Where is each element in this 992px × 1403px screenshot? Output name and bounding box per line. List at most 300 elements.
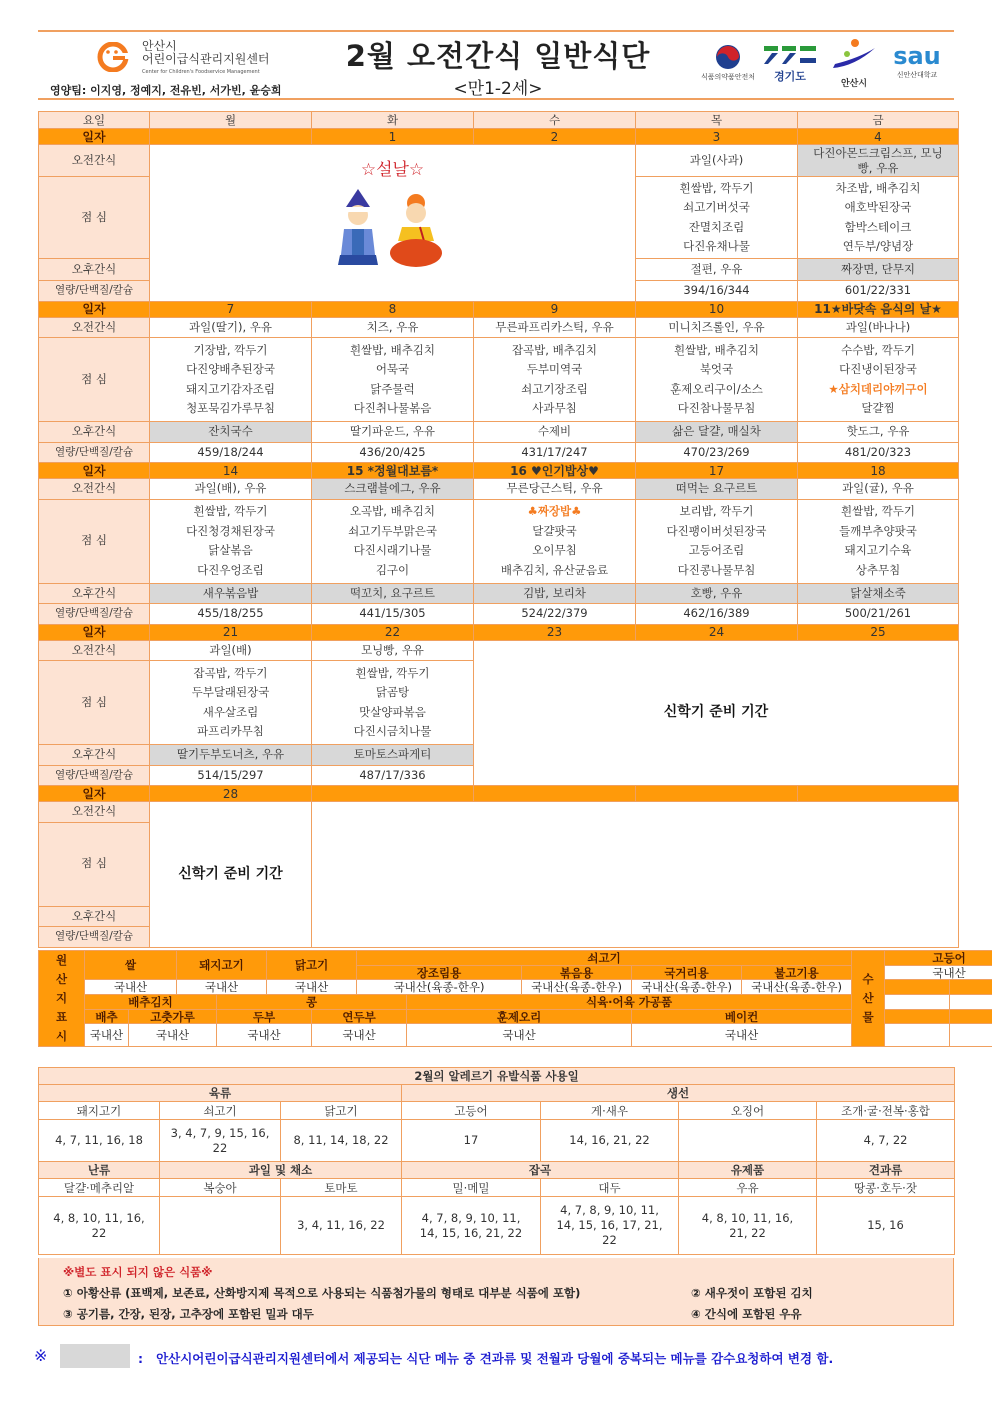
- date-cell: [474, 786, 636, 802]
- center-logo-icon: [96, 42, 130, 72]
- weekday-mon: 월: [150, 112, 312, 129]
- lunch-item: 사과무침: [532, 401, 577, 415]
- allergy-item-days: 14, 16, 21, 22: [541, 1120, 679, 1162]
- lunch-item: 두부미역국: [526, 362, 583, 376]
- origin-processed-item-label: 베이컨: [632, 1009, 852, 1024]
- lunch-item: 달걀찜: [861, 401, 895, 415]
- date-cell: 28: [150, 786, 312, 802]
- allergy-item-days: 17: [402, 1120, 541, 1162]
- row-label-date: 일자: [39, 463, 150, 479]
- nutrition-cell: 481/20/323: [798, 442, 959, 463]
- allergy-group-label: 유제품: [679, 1162, 817, 1179]
- lunch-item: 훈제오리구이/소스: [670, 381, 763, 396]
- lunch-cell: [798, 338, 959, 422]
- logo-label: 식품의약품안전처: [700, 73, 756, 81]
- allergy-item-days: 4, 7, 22: [817, 1120, 955, 1162]
- origin-beef-item-value: 국내산(육종-한우): [522, 980, 632, 995]
- gyeonggi-logo: [760, 44, 820, 84]
- pm-snack-cell: 새우볶음밥: [150, 583, 312, 604]
- pm-snack-row: [39, 583, 959, 604]
- org-name-ko: 어린이급식관리지원센터: [142, 52, 270, 66]
- allergy-item-days: 4, 8, 10, 11, 16, 22: [39, 1197, 160, 1255]
- date-cell: 15 *정월대보름*: [312, 463, 474, 479]
- nutrition-cell: 431/17/247: [474, 442, 636, 463]
- origin-rice-label: 쌀: [85, 951, 177, 980]
- origin-beef-item-value: 국내산(육종-한우): [742, 980, 852, 995]
- nutrition-cell: 470/23/269: [636, 442, 798, 463]
- am-snack-cell: 떠먹는 요구르트: [636, 479, 798, 500]
- prep-period-cell: [474, 640, 959, 786]
- lunch-item: 배추김치, 유산균음료: [500, 562, 609, 577]
- pm-snack-cell: 딸기두부도너츠, 우유: [150, 745, 312, 766]
- lunch-item: 돼지고기감자조림: [186, 381, 275, 396]
- lunch-cell: [798, 499, 959, 583]
- allergy-item-name: 토마토: [281, 1179, 402, 1197]
- lunch-cell: [798, 177, 959, 259]
- allergy-item-name: 대두: [541, 1179, 679, 1197]
- lunch-cell: [312, 661, 474, 745]
- am-snack-cell: 다진아몬드크림스프, 모닝빵, 우유: [798, 145, 959, 177]
- allergy-item-days: 3, 4, 11, 16, 22: [281, 1197, 402, 1255]
- allergy-item-name: 닭고기: [281, 1102, 402, 1120]
- gray-swatch-legend: [60, 1344, 130, 1368]
- lunch-cell: [312, 338, 474, 422]
- lunch-item: 달걀팟국: [532, 523, 577, 538]
- date-cell: 3: [636, 129, 798, 145]
- origin-beef-item-label: 볶음용: [522, 965, 632, 980]
- origin-side-label: 원산지표시: [39, 951, 85, 1047]
- row-label-am-snack: 오전간식: [39, 640, 150, 661]
- lunch-item: 다진취나물볶음: [353, 401, 432, 415]
- date-cell: 25: [798, 624, 959, 640]
- date-cell: 14: [150, 463, 312, 479]
- row-label-lunch: 점 심: [39, 499, 150, 583]
- lunch-item: 다진팽이버섯된장국: [666, 523, 767, 538]
- allergy-group-label: 생선: [402, 1085, 955, 1102]
- weekday-tue: 화: [312, 112, 474, 129]
- ansan-logo: [826, 38, 882, 89]
- am-snack-cell: 과일(바나나): [798, 317, 959, 338]
- am-snack-cell: 스크램블에그, 우유: [312, 479, 474, 500]
- date-cell: 2: [474, 129, 636, 145]
- origin-chicken-label: 닭고기: [267, 951, 357, 980]
- lunch-row: [39, 338, 959, 422]
- date-row: [39, 463, 959, 479]
- date-cell: 10: [636, 301, 798, 317]
- row-label-date: 일자: [39, 129, 150, 145]
- origin-mackerel-value: 국내산: [885, 965, 992, 980]
- am-snack-row: [39, 802, 959, 823]
- origin-beef-item-label: 장조림용: [357, 965, 522, 980]
- lunch-item: 쇠고기장조림: [521, 381, 588, 396]
- origin-empty: [950, 995, 992, 1010]
- row-label-nutrition: 열량/단백질/칼슘: [39, 281, 150, 302]
- origin-rice-value: 국내산: [85, 980, 177, 995]
- pm-snack-cell: 핫도그, 우유: [798, 422, 959, 443]
- lunch-cell: [150, 499, 312, 583]
- lunch-item: 어묵국: [375, 362, 410, 376]
- org-city: 안산시: [142, 39, 177, 53]
- seollal-children-illustration-icon: [328, 185, 458, 270]
- row-label-am-snack: 오전간식: [39, 145, 150, 177]
- lunch-item: 닭살볶음: [208, 543, 253, 557]
- lunch-item: 쇠고기두부맑은국: [348, 523, 437, 538]
- lunch-item: 들깨부추양팟국: [839, 523, 917, 538]
- pm-snack-cell: 딸기파운드, 우유: [312, 422, 474, 443]
- row-label-pm-snack: 오후간식: [39, 259, 150, 281]
- holiday-label: ☆설날☆: [360, 160, 425, 180]
- am-snack-cell: 과일(배): [150, 640, 312, 661]
- lunch-item: 돼지고기수육: [844, 543, 912, 557]
- nutrition-cell: 441/15/305: [312, 604, 474, 625]
- logo-label: 신안산대학교: [896, 71, 938, 79]
- am-snack-cell: 모닝빵, 우유: [312, 640, 474, 661]
- origin-processed-item-label: 훈제오리: [407, 1009, 632, 1024]
- allergy-item-name: 달걀·메추리알: [39, 1179, 160, 1197]
- pm-snack-cell: 호빵, 우유: [636, 583, 798, 604]
- lunch-item: 다진양배추된장국: [186, 362, 275, 376]
- lunch-item: 다진청경채된장국: [186, 523, 275, 538]
- date-cell: 18: [798, 463, 959, 479]
- date-cell: [636, 786, 798, 802]
- lunch-item: 다진시금치나물: [353, 724, 432, 738]
- origin-pork-value: 국내산: [177, 980, 267, 995]
- lunch-item: 다진시래기나물: [353, 543, 432, 557]
- origin-bean-label: 콩: [217, 995, 407, 1010]
- date-cell: 8: [312, 301, 474, 317]
- lunch-item: 닭주물럭: [370, 381, 415, 396]
- footer-separator: :: [138, 1351, 143, 1366]
- lunch-item: 쇠고기버섯국: [683, 200, 750, 214]
- origin-empty: [950, 980, 992, 995]
- weekday-fri: 금: [798, 112, 959, 129]
- ansan-emblem-icon: [829, 38, 879, 74]
- sau-logo: [888, 42, 946, 80]
- allergy-item-days: 4, 7, 11, 16, 18: [39, 1120, 160, 1162]
- origin-beef-item-label: 국거리용: [632, 965, 742, 980]
- am-snack-cell: 무른당근스틱, 우유: [474, 479, 636, 500]
- lunch-item: 북엇국: [699, 362, 734, 376]
- origin-seafood-label: 수산물: [852, 951, 885, 1047]
- allergy-group-label: 잡곡: [402, 1162, 679, 1179]
- allergy-group-label: 육류: [39, 1085, 402, 1102]
- row-label-lunch: 점 심: [39, 661, 150, 745]
- allergy-item-days: 4, 7, 8, 9, 10, 11, 14, 15, 16, 17, 21, 22: [541, 1197, 679, 1255]
- allergy-item-name: 밀·메밀: [402, 1179, 541, 1197]
- lunch-item: 연두부/양념장: [842, 239, 914, 253]
- row-label-dow: 요일: [39, 112, 150, 129]
- date-cell: 4: [798, 129, 959, 145]
- origin-empty: [950, 1024, 992, 1047]
- allergy-item-name: 우유: [679, 1179, 817, 1197]
- row-label-pm-snack: 오후간식: [39, 583, 150, 604]
- date-cell: 23: [474, 624, 636, 640]
- lunch-item: 새우살조림: [202, 704, 259, 719]
- date-cell: 21: [150, 624, 312, 640]
- origin-bean-item-label: 두부: [217, 1009, 312, 1024]
- date-cell: 16 ♥인기밥상♥: [474, 463, 636, 479]
- nutrition-cell: 394/16/344: [636, 281, 798, 302]
- date-row: [39, 129, 959, 145]
- allergy-item-days: 8, 11, 14, 18, 22: [281, 1120, 402, 1162]
- lunch-item: 다진참나물무침: [677, 401, 756, 415]
- prep-period-label: 신학기 준비 기간: [178, 865, 283, 882]
- lunch-item: 기장밥, 깍두기: [193, 342, 268, 357]
- pm-snack-cell: 잔치국수: [150, 422, 312, 443]
- allergy-item-days: [679, 1120, 817, 1162]
- date-cell: 9: [474, 301, 636, 317]
- allergy-group-label: 견과류: [817, 1162, 955, 1179]
- allergy-item-name: 쇠고기: [160, 1102, 281, 1120]
- date-row: [39, 301, 959, 317]
- row-label-date: 일자: [39, 624, 150, 640]
- nutrition-cell: 601/22/331: [798, 281, 959, 302]
- row-label-am-snack: 오전간식: [39, 479, 150, 500]
- pm-snack-cell: 수제비: [474, 422, 636, 443]
- row-label-lunch: 점 심: [39, 822, 150, 906]
- pm-snack-cell: 짜장면, 단무지: [798, 259, 959, 281]
- am-snack-row: [39, 145, 959, 177]
- notes-title: ※별도 표시 되지 않은 식품※: [63, 1265, 213, 1279]
- lunch-item: 닭곰탕: [375, 685, 410, 699]
- note-item: ② 새우젓이 포함된 김치: [691, 1286, 813, 1300]
- menu-table: [38, 111, 959, 948]
- am-snack-cell: 미니치즈롤인, 우유: [636, 317, 798, 338]
- allergy-item-name: 땅콩·호두·잣: [817, 1179, 955, 1197]
- allergy-item-days: [160, 1197, 281, 1255]
- origin-kimchi-label: 배추김치: [85, 995, 217, 1010]
- origin-beef-label: 쇠고기: [357, 951, 852, 966]
- lunch-item: 오이무침: [532, 543, 577, 557]
- date-cell: [150, 129, 312, 145]
- origin-empty: [885, 980, 950, 995]
- lunch-cell: [150, 661, 312, 745]
- lunch-cell: [474, 338, 636, 422]
- mfds-logo: [698, 44, 758, 82]
- pm-snack-cell: 삶은 달걀, 매실차: [636, 422, 798, 443]
- prep-period-cell: [150, 802, 312, 948]
- origin-pork-label: 돼지고기: [177, 951, 267, 980]
- lunch-item: 두부달래된장국: [191, 685, 270, 699]
- origin-mackerel-label: 고등어: [885, 951, 992, 966]
- origin-processed-item-value: 국내산: [632, 1024, 852, 1047]
- am-snack-cell: 과일(사과): [636, 145, 798, 177]
- allergy-item-name: 복숭아: [160, 1179, 281, 1197]
- pm-snack-cell: 떡꼬치, 요구르트: [312, 583, 474, 604]
- date-cell: 17: [636, 463, 798, 479]
- lunch-cell: [636, 338, 798, 422]
- allergy-item-name: 고등어: [402, 1102, 541, 1120]
- row-label-date: 일자: [39, 301, 150, 317]
- nutrition-cell: 514/15/297: [150, 765, 312, 786]
- allergy-table: [38, 1067, 955, 1255]
- date-cell: [798, 786, 959, 802]
- origin-beef-item-value: 국내산(육종-한우): [632, 980, 742, 995]
- footer-text: [138, 1349, 833, 1367]
- row-label-nutrition: 열량/단백질/칼슘: [39, 927, 150, 948]
- am-snack-row: [39, 640, 959, 661]
- date-row: [39, 786, 959, 802]
- am-snack-cell: 무른파프리카스틱, 우유: [474, 317, 636, 338]
- allergy-group-label: 난류: [39, 1162, 160, 1179]
- date-cell: 7: [150, 301, 312, 317]
- allergy-item-name: 게·새우: [541, 1102, 679, 1120]
- am-snack-cell: 과일(배), 우유: [150, 479, 312, 500]
- allergy-notes: [38, 1258, 954, 1326]
- lunch-item: 파프리카무침: [197, 724, 264, 738]
- allergy-item-name: 돼지고기: [39, 1102, 160, 1120]
- origin-empty: [950, 1009, 992, 1024]
- row-label-lunch: 점 심: [39, 177, 150, 259]
- allergy-item-days: 3, 4, 7, 9, 15, 16, 22: [160, 1120, 281, 1162]
- origin-kimchi-item-value: 국내산: [129, 1024, 217, 1047]
- team-members: 영양팀: 이지영, 정예지, 전유빈, 서가빈, 윤승희: [50, 84, 282, 97]
- age-group: <만1-2세>: [453, 79, 543, 99]
- weekday-thu: 목: [636, 112, 798, 129]
- row-label-pm-snack: 오후간식: [39, 906, 150, 927]
- gyeonggi-emblem-icon: [762, 44, 818, 66]
- nutrition-cell: 459/18/244: [150, 442, 312, 463]
- date-cell: 24: [636, 624, 798, 640]
- logo-label: 안산시: [840, 79, 868, 89]
- row-label-nutrition: 열량/단백질/칼슘: [39, 765, 150, 786]
- nutrition-cell: 462/16/389: [636, 604, 798, 625]
- nutrition-row: [39, 604, 959, 625]
- footer-note: [34, 1342, 954, 1368]
- allergy-item-days: 15, 16: [817, 1197, 955, 1255]
- allergy-item-days: 4, 7, 8, 9, 10, 11, 14, 15, 16, 21, 22: [402, 1197, 541, 1255]
- page-title: 2월 오전간식 일반식단: [345, 39, 651, 73]
- mfds-emblem-icon: [715, 44, 741, 70]
- origin-kimchi-item-label: 배추: [85, 1009, 129, 1024]
- row-label-nutrition: 열량/단백질/칼슘: [39, 604, 150, 625]
- allergy-item-name: 오징어: [679, 1102, 817, 1120]
- date-row: [39, 624, 959, 640]
- origin-empty: [885, 1009, 950, 1024]
- pm-snack-cell: 김밥, 보리차: [474, 583, 636, 604]
- origin-beef-item-label: 불고기용: [742, 965, 852, 980]
- lunch-item: 다진유채나물: [683, 239, 750, 253]
- am-snack-cell: 과일(딸기), 우유: [150, 317, 312, 338]
- partner-logos: [698, 38, 948, 98]
- lunch-cell: [474, 499, 636, 583]
- lunch-item: 잔멸치조림: [688, 219, 745, 234]
- origin-empty: [885, 1024, 950, 1047]
- allergy-title: 2월의 알레르기 유발식품 사용일: [39, 1068, 955, 1085]
- empty-cell: [312, 802, 959, 948]
- pm-snack-row: [39, 422, 959, 443]
- row-label-date: 일자: [39, 786, 150, 802]
- lunch-item: 김구이: [375, 562, 410, 577]
- note-item: ③ 공기름, 간장, 된장, 고추장에 포함된 밀과 대두: [63, 1307, 314, 1321]
- lunch-item: 오곡밥, 배추김치: [349, 504, 436, 518]
- origin-bean-item-value: 국내산: [312, 1024, 407, 1047]
- lunch-item: 흰쌀밥, 깍두기: [841, 504, 915, 518]
- nutrition-cell: 487/17/336: [312, 765, 474, 786]
- note-item: ① 아황산류 (표백제, 보존료, 산화방지제 목적으로 사용되는 식품첨가물의 형태로 대부분 식품에 포함): [63, 1286, 581, 1300]
- lunch-item: 잡곡밥, 배추김치: [511, 342, 598, 357]
- origin-bean-item-label: 연두부: [312, 1009, 407, 1024]
- footer-message: 안산시어린이급식관리지원센터에서 제공되는 식단 메뉴 중 견과류 및 전월과 당월에 중복되는 메뉴를 감수요청하여 변경 함.: [156, 1351, 834, 1366]
- lunch-cell: [150, 338, 312, 422]
- nutrition-cell: 524/22/379: [474, 604, 636, 625]
- lunch-item: 잡곡밥, 깍두기: [193, 665, 268, 680]
- allergy-item-days: 4, 8, 10, 11, 16, 21, 22: [679, 1197, 817, 1255]
- origin-kimchi-item-value: 국내산: [85, 1024, 129, 1047]
- weekday-header-row: [39, 112, 959, 129]
- lunch-item: ♣짜장밥♣: [527, 504, 582, 518]
- note-item: ④ 간식에 포함된 우유: [691, 1307, 802, 1321]
- lunch-item: 다진우엉조림: [197, 562, 264, 577]
- lunch-cell: [636, 177, 798, 259]
- allergy-group-label: 과일 및 채소: [160, 1162, 402, 1179]
- date-cell: [312, 786, 474, 802]
- lunch-item: 애호박된장국: [844, 200, 912, 214]
- lunch-item: 흰쌀밥, 깍두기: [355, 665, 430, 680]
- origin-processed-label: 식육·어육 가공품: [407, 995, 852, 1010]
- lunch-item: 청포묵김가루무침: [186, 401, 275, 415]
- am-snack-cell: 치즈, 우유: [312, 317, 474, 338]
- lunch-item: 맛살양파볶음: [359, 704, 426, 719]
- date-cell: 1: [312, 129, 474, 145]
- lunch-item: 흰쌀밥, 깍두기: [679, 180, 754, 195]
- allergy-item-name: 조개·굴·전복·홍합: [817, 1102, 955, 1120]
- reference-mark-icon: ※: [34, 1346, 48, 1365]
- nutrition-cell: 500/21/261: [798, 604, 959, 625]
- nutrition-cell: 455/18/255: [150, 604, 312, 625]
- row-label-am-snack: 오전간식: [39, 317, 150, 338]
- lunch-cell: [312, 499, 474, 583]
- origin-table: [38, 950, 992, 1047]
- lunch-item: 수수밥, 깍두기: [841, 342, 915, 357]
- lunch-item: 차조밥, 배추김치: [835, 180, 921, 195]
- origin-kimchi-item-label: 고춧가루: [129, 1009, 217, 1024]
- pm-snack-cell: 닭살채소죽: [798, 583, 959, 604]
- org-name-en: Center for Children's Foodservice Management: [142, 69, 260, 75]
- lunch-item: 흰쌀밥, 깍두기: [193, 504, 268, 518]
- nutrition-row: [39, 442, 959, 463]
- am-snack-row: [39, 317, 959, 338]
- origin-empty: [885, 995, 950, 1010]
- origin-processed-item-value: 국내산: [407, 1024, 632, 1047]
- weekday-wed: 수: [474, 112, 636, 129]
- row-label-pm-snack: 오후간식: [39, 745, 150, 766]
- origin-beef-item-value: 국내산(육종-한우): [357, 980, 522, 995]
- date-cell: 11★바닷속 음식의 날★: [798, 301, 959, 317]
- pm-snack-cell: 토마토스파게티: [312, 745, 474, 766]
- origin-chicken-value: 국내산: [267, 980, 357, 995]
- org-name: [142, 40, 270, 79]
- holiday-cell: [150, 145, 636, 302]
- am-snack-cell: 과일(귤), 우유: [798, 479, 959, 500]
- prep-period-label: 신학기 준비 기간: [663, 704, 769, 720]
- lunch-item: 흰쌀밥, 배추김치: [673, 342, 760, 357]
- lunch-item: 함박스테이크: [844, 219, 912, 234]
- sau-emblem-icon: sau: [893, 42, 941, 70]
- lunch-item: 흰쌀밥, 배추김치: [349, 342, 436, 357]
- lunch-cell: [636, 499, 798, 583]
- row-label-am-snack: 오전간식: [39, 802, 150, 823]
- lunch-item: 상추무침: [855, 562, 901, 577]
- lunch-item: ★삼치데리야끼구이: [828, 381, 928, 396]
- am-snack-row: [39, 479, 959, 500]
- pm-snack-cell: 절편, 우유: [636, 259, 798, 281]
- lunch-item: 보리밥, 깍두기: [679, 504, 754, 518]
- page-header: [38, 30, 954, 100]
- row-label-lunch: 점 심: [39, 338, 150, 422]
- row-label-nutrition: 열량/단백질/칼슘: [39, 442, 150, 463]
- logo-label: 경기도: [774, 70, 806, 83]
